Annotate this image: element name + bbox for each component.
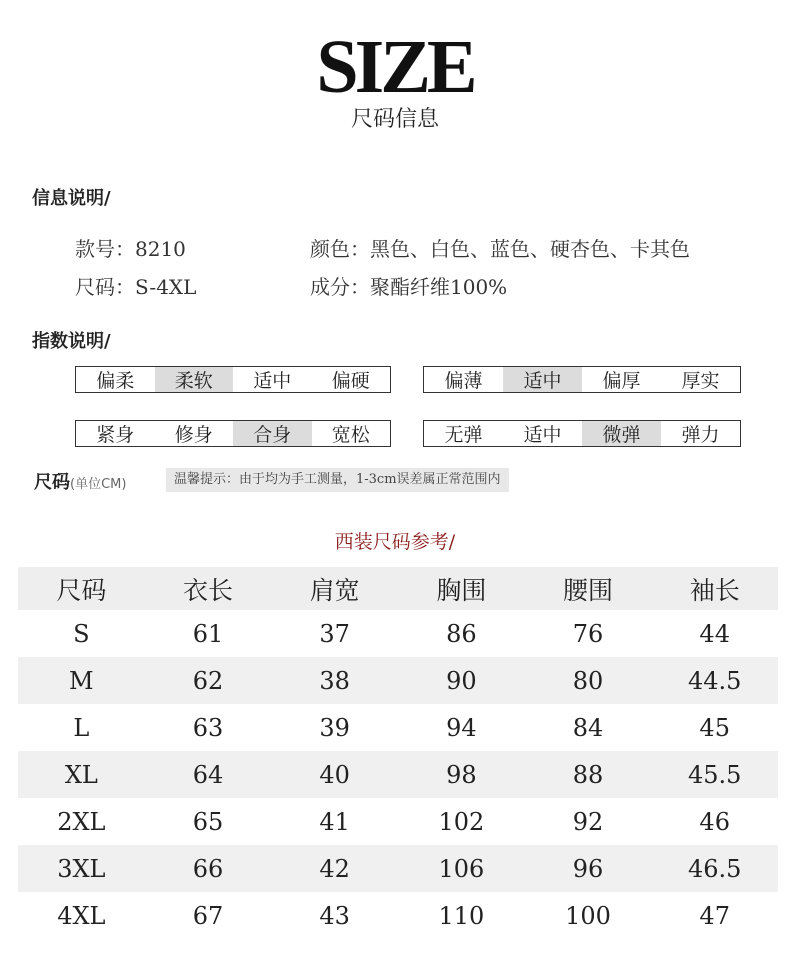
table-row (18, 704, 778, 751)
table-cell: 45.5 (687, 760, 742, 789)
scale-option: 偏厚 (602, 370, 641, 392)
table-cell: 84 (572, 713, 604, 742)
header-cell: 胸围 (436, 575, 487, 605)
scale-option: 适中 (523, 424, 562, 446)
scale-option: 适中 (503, 367, 582, 392)
table-cell: 41 (319, 807, 350, 836)
table-cell: 46.5 (687, 854, 742, 883)
softness-scale (75, 366, 391, 393)
table-cell: M (69, 666, 94, 695)
table-cell: 100 (565, 901, 611, 930)
table-title: 西装尺码参考/ (334, 531, 456, 553)
material: 成分：聚酯纤维100% (310, 275, 508, 299)
measurement-tip: 温馨提示：由于均为手工测量，1-3cm误差属正常范围内 (166, 468, 509, 492)
size-range: 尺码：S-4XL (75, 275, 197, 299)
page-title: SIZE (316, 25, 474, 109)
table-cell: 45 (699, 713, 730, 742)
table-cell: 94 (446, 713, 477, 742)
table-cell: 102 (438, 807, 485, 836)
page-subtitle: 尺码信息 (350, 107, 439, 132)
table-row (18, 610, 778, 657)
table-cell: 44 (699, 619, 730, 648)
scale-option: 柔软 (155, 367, 234, 392)
table-cell: 65 (192, 807, 224, 836)
table-cell: 67 (192, 901, 224, 930)
size-heading-group (34, 468, 126, 494)
table-cell: XL (64, 760, 98, 789)
scale-option: 修身 (174, 424, 213, 446)
table-cell: 40 (319, 760, 350, 789)
table-cell: 43 (319, 901, 350, 930)
color-list: 颜色：黑色、白色、蓝色、硬杏色、卡其色 (310, 237, 690, 261)
table-cell: L (73, 713, 90, 742)
scale-option: 适中 (253, 370, 292, 392)
elasticity-scale (423, 420, 741, 447)
table-cell: 3XL (57, 854, 106, 883)
unit-label: (单位CM) (70, 477, 127, 492)
fit-scale (75, 420, 391, 447)
table-cell: 47 (699, 901, 730, 930)
scale-option: 偏硬 (331, 370, 370, 392)
header-cell: 袖长 (689, 575, 740, 605)
table-cell: 88 (572, 760, 604, 789)
table-row (18, 657, 778, 704)
table-body (18, 610, 778, 939)
scale-option: 厚实 (681, 370, 720, 392)
header-cell: 衣长 (183, 575, 234, 605)
scale-option: 偏柔 (96, 370, 135, 392)
table-header-row (18, 567, 778, 610)
table-cell: 4XL (57, 901, 106, 930)
table-row (18, 845, 778, 892)
table-cell: 38 (319, 666, 350, 695)
table-cell: 98 (446, 760, 477, 789)
table-cell: 61 (192, 619, 224, 648)
header-cell: 尺码 (56, 575, 107, 605)
index-heading: 指数说明/ (32, 331, 111, 352)
header-cell: 腰围 (563, 575, 614, 605)
table-row (18, 798, 778, 845)
scale-option: 微弹 (582, 421, 661, 446)
table-cell: 39 (319, 713, 350, 742)
scale-option: 偏薄 (444, 370, 483, 392)
table-cell: 80 (572, 666, 604, 695)
table-cell: 92 (572, 807, 604, 836)
table-cell: 46 (699, 807, 730, 836)
table-cell: 42 (319, 854, 350, 883)
table-cell: 86 (446, 619, 477, 648)
info-heading: 信息说明/ (32, 188, 111, 209)
table-cell: 96 (572, 854, 604, 883)
table-row (18, 892, 778, 939)
table-cell: 76 (572, 619, 604, 648)
scale-option: 无弹 (444, 424, 483, 446)
table-cell: 90 (446, 666, 477, 695)
table-cell: 62 (192, 666, 224, 695)
table-cell: 63 (192, 713, 224, 742)
scale-option: 紧身 (96, 424, 135, 446)
table-row (18, 751, 778, 798)
table-cell: 64 (192, 760, 224, 789)
scale-option: 合身 (233, 421, 312, 446)
table-cell: S (73, 619, 90, 648)
size-table (18, 567, 778, 939)
table-cell: 106 (438, 854, 485, 883)
table-cell: 2XL (57, 807, 106, 836)
table-cell: 37 (319, 619, 350, 648)
table-cell: 66 (192, 854, 224, 883)
scale-option: 宽松 (331, 424, 370, 446)
thickness-scale (423, 366, 741, 393)
style-number: 款号：8210 (75, 237, 186, 261)
table-cell: 44.5 (687, 666, 742, 695)
scale-option: 弹力 (681, 424, 720, 446)
size-heading: 尺码 (34, 472, 70, 493)
header-cell: 肩宽 (309, 575, 360, 605)
table-cell: 110 (438, 901, 485, 930)
